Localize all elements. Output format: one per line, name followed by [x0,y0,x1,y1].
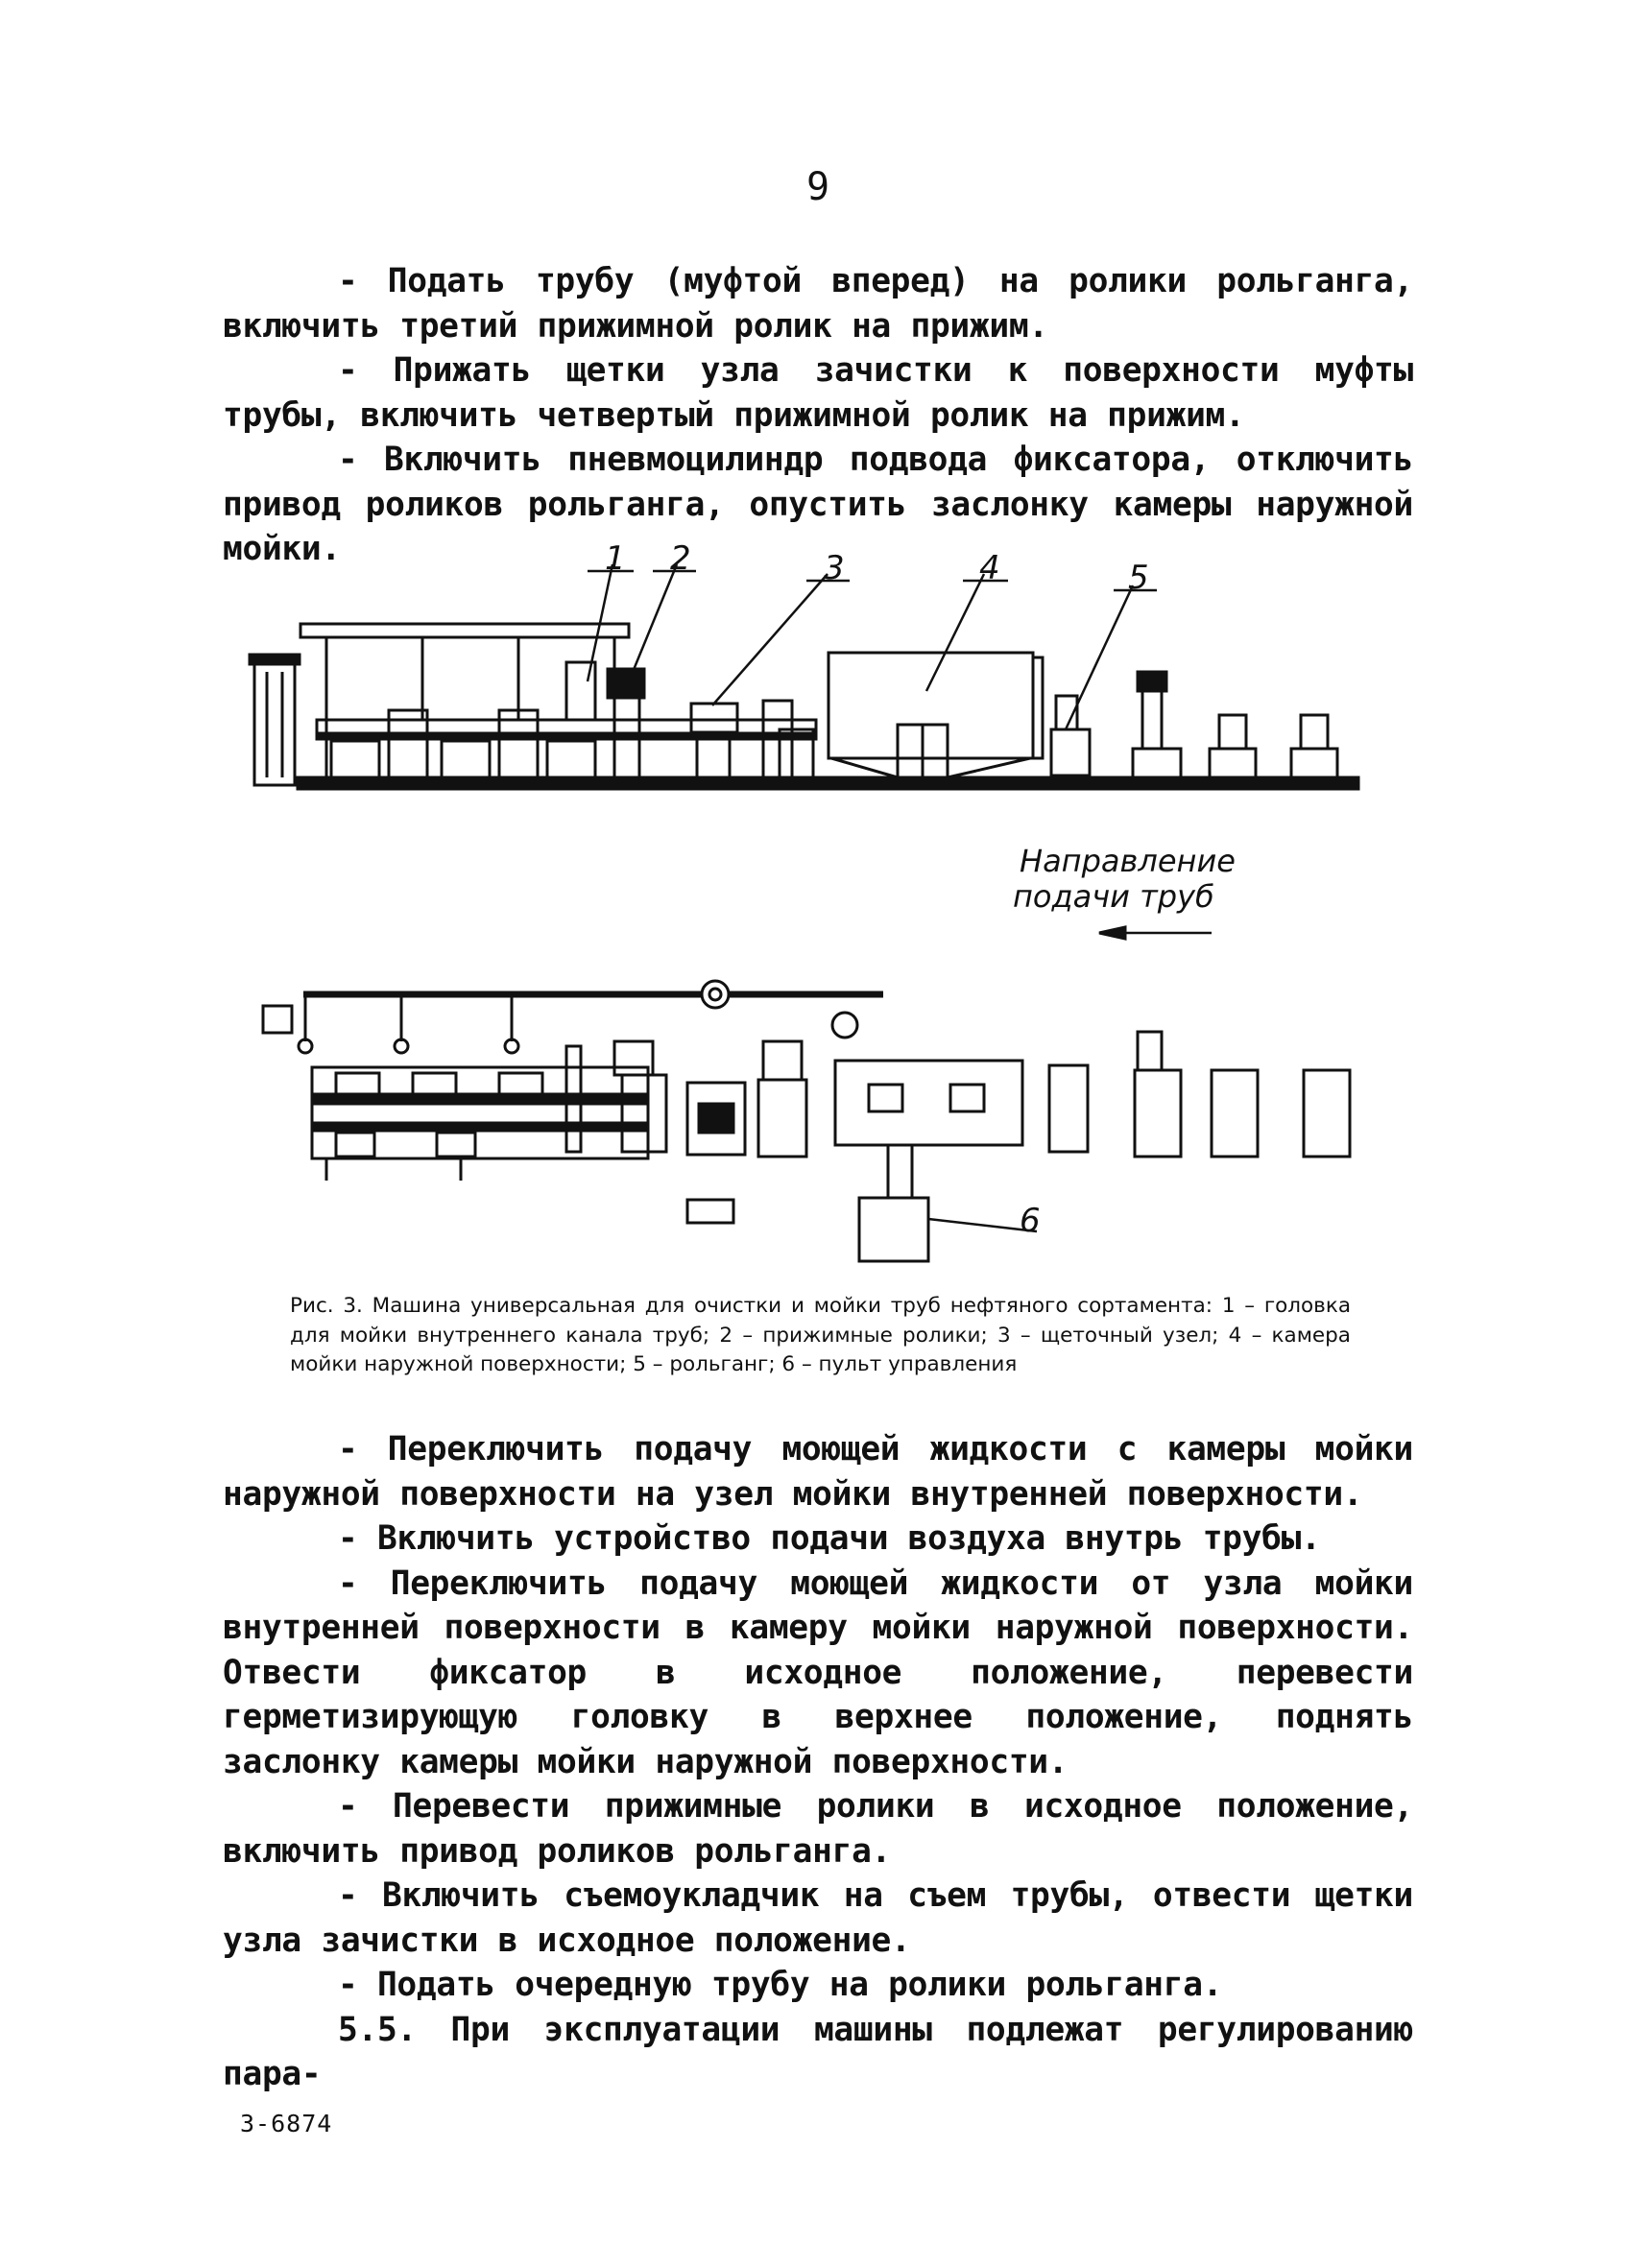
paragraph: - Включить пневмоцилиндр подвода фиксатора, отключить привод роликов рольганга, опустить заслонку камеры наружной мойки. [223,441,1413,568]
side-view [250,624,1358,789]
paragraph: - Подать очередную трубу на ролики рольганга. [338,1966,1223,2004]
paragraph: 5.5. При эксплуатации машины подлежат регулированию пара- [223,2010,1413,2093]
callout-4: 4 [979,549,1000,587]
paragraph: - Прижать щетки узла зачистки к поверхности муфты трубы, включить четвертый прижимной ролик на прижим. [223,351,1413,435]
paragraph: - Подать трубу (муфтой вперед) на ролики рольганга, включить третий прижимной ролик на прижим. [223,262,1413,346]
callout-6: 6 [1020,1202,1041,1240]
direction-arrow [1099,927,1212,939]
page-number: 9 [805,165,830,209]
paragraph: - Переключить подачу моющей жидкости с камеры мойки наружной поверхности на узел мойки внутренней поверхности. [223,1430,1413,1514]
plan-view [263,981,1350,1261]
paragraph: - Переключить подачу моющей жидкости от узла мойки внутренней поверхности в камеру мойки наружной поверхности. Отвести фиксатор в исходное положение, перевести герметизирующую головку в верхнее положение, поднять заслонку камеры мойки наружной поверхности. [223,1564,1413,1781]
document-number: 3-6874 [240,2110,333,2137]
callout-3: 3 [824,549,845,587]
callout-2: 2 [670,539,691,578]
callout-1: 1 [605,539,626,578]
callout-5: 5 [1128,559,1149,597]
bottom-paragraphs [223,1427,1413,2097]
paragraph: - Включить съемоукладчик на съем трубы, отвести щетки узла зачистки в исходное положение. [223,1876,1413,1960]
direction-label-line1: Направление [1020,843,1236,879]
direction-label-line2: подачи труб [1013,878,1214,915]
paragraph: - Включить устройство подачи воздуха внутрь трубы. [338,1519,1321,1558]
paragraph: - Перевести прижимные ролики в исходное положение, включить привод роликов рольганга. [223,1787,1413,1871]
figure-caption: Рис. 3. Машина универсальная для очистки и мойки труб нефтяного сортамента: 1 – головка для мойки внутреннего канала труб; 2 – прижимные ролики; 3 – щеточный узел; 4 – камера мойки наружной поверхности; 5 – рольганг; 6 – пульт управления [290,1294,1351,1376]
